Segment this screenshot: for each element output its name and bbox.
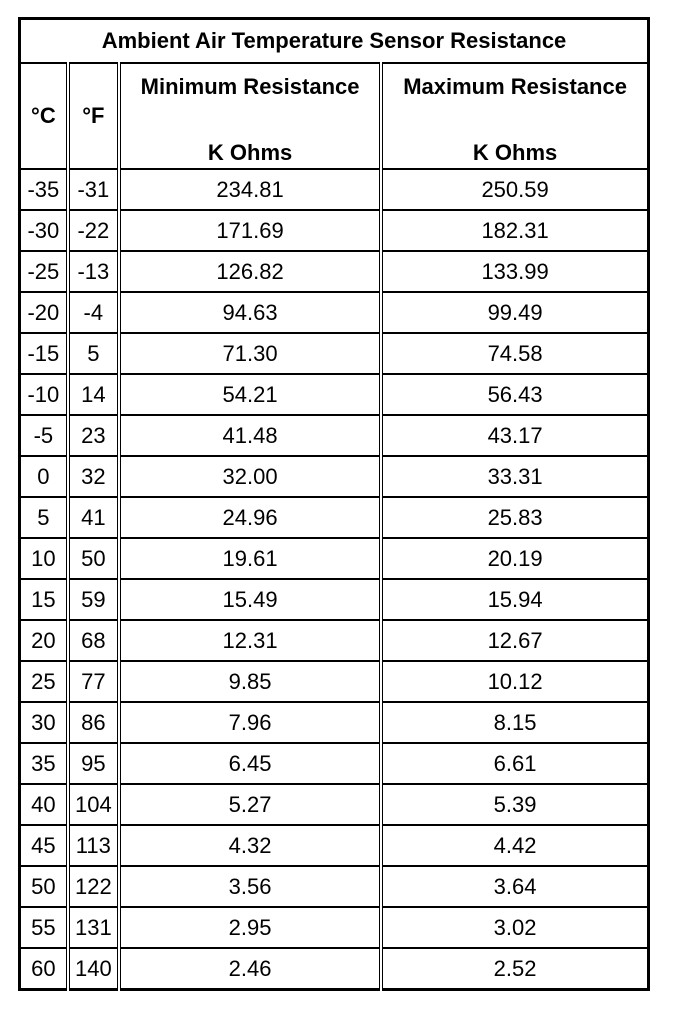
min-resistance-cell: 234.81 <box>119 169 381 210</box>
min-resistance-unit: K Ohms <box>207 140 293 165</box>
min-resistance-cell: 126.82 <box>119 251 381 292</box>
min-resistance-cell: 171.69 <box>119 210 381 251</box>
table-row <box>20 292 649 333</box>
fahrenheit-cell: 86 <box>68 702 119 743</box>
min-resistance-cell: 41.48 <box>119 415 381 456</box>
fahrenheit-header: °F <box>68 63 119 169</box>
table-row <box>20 169 649 210</box>
celsius-cell: 60 <box>20 948 68 990</box>
min-resistance-cell: 6.45 <box>119 743 381 784</box>
fahrenheit-cell: -31 <box>68 169 119 210</box>
max-resistance-cell: 2.52 <box>381 948 648 990</box>
table-row <box>20 907 649 948</box>
min-resistance-header <box>119 63 381 169</box>
max-resistance-header <box>381 63 648 169</box>
celsius-cell: 0 <box>20 456 68 497</box>
celsius-cell: -20 <box>20 292 68 333</box>
celsius-cell: -30 <box>20 210 68 251</box>
fahrenheit-cell: 50 <box>68 538 119 579</box>
celsius-cell: 5 <box>20 497 68 538</box>
celsius-cell: -35 <box>20 169 68 210</box>
fahrenheit-cell: -4 <box>68 292 119 333</box>
fahrenheit-cell: 140 <box>68 948 119 990</box>
max-resistance-cell: 3.64 <box>381 866 648 907</box>
celsius-cell: 40 <box>20 784 68 825</box>
celsius-cell: 15 <box>20 579 68 620</box>
max-resistance-cell: 5.39 <box>381 784 648 825</box>
fahrenheit-cell: 131 <box>68 907 119 948</box>
celsius-cell: -15 <box>20 333 68 374</box>
table-row <box>20 415 649 456</box>
fahrenheit-cell: 32 <box>68 456 119 497</box>
max-resistance-cell: 43.17 <box>381 415 648 456</box>
min-resistance-cell: 19.61 <box>119 538 381 579</box>
min-resistance-cell: 94.63 <box>119 292 381 333</box>
table-row <box>20 702 649 743</box>
header-row <box>20 63 649 169</box>
min-resistance-cell: 2.95 <box>119 907 381 948</box>
max-resistance-cell: 133.99 <box>381 251 648 292</box>
fahrenheit-cell: 95 <box>68 743 119 784</box>
table-row <box>20 210 649 251</box>
celsius-cell: -25 <box>20 251 68 292</box>
table-row <box>20 620 649 661</box>
min-resistance-cell: 4.32 <box>119 825 381 866</box>
min-resistance-cell: 12.31 <box>119 620 381 661</box>
table-row <box>20 456 649 497</box>
table-row <box>20 784 649 825</box>
fahrenheit-cell: 122 <box>68 866 119 907</box>
min-resistance-cell: 3.56 <box>119 866 381 907</box>
table-row <box>20 333 649 374</box>
celsius-cell: 45 <box>20 825 68 866</box>
min-resistance-label: Minimum Resistance <box>140 74 360 99</box>
min-resistance-cell: 15.49 <box>119 579 381 620</box>
resistance-table <box>18 17 650 991</box>
celsius-cell: 30 <box>20 702 68 743</box>
celsius-cell: 55 <box>20 907 68 948</box>
max-resistance-cell: 8.15 <box>381 702 648 743</box>
celsius-header: °C <box>20 63 68 169</box>
table-row <box>20 251 649 292</box>
min-resistance-cell: 9.85 <box>119 661 381 702</box>
max-resistance-cell: 10.12 <box>381 661 648 702</box>
celsius-cell: 50 <box>20 866 68 907</box>
max-resistance-unit: K Ohms <box>472 140 558 165</box>
min-resistance-cell: 71.30 <box>119 333 381 374</box>
table-row <box>20 497 649 538</box>
title-row <box>20 19 649 64</box>
max-resistance-cell: 15.94 <box>381 579 648 620</box>
table-row <box>20 579 649 620</box>
max-resistance-cell: 25.83 <box>381 497 648 538</box>
max-resistance-cell: 74.58 <box>381 333 648 374</box>
table-title: Ambient Air Temperature Sensor Resistance <box>20 19 649 64</box>
min-resistance-cell: 24.96 <box>119 497 381 538</box>
max-resistance-cell: 20.19 <box>381 538 648 579</box>
fahrenheit-cell: 77 <box>68 661 119 702</box>
min-resistance-cell: 32.00 <box>119 456 381 497</box>
max-resistance-cell: 56.43 <box>381 374 648 415</box>
celsius-cell: 35 <box>20 743 68 784</box>
max-resistance-cell: 250.59 <box>381 169 648 210</box>
table-row <box>20 374 649 415</box>
fahrenheit-cell: 23 <box>68 415 119 456</box>
fahrenheit-cell: 14 <box>68 374 119 415</box>
celsius-cell: -10 <box>20 374 68 415</box>
fahrenheit-cell: -22 <box>68 210 119 251</box>
min-resistance-cell: 7.96 <box>119 702 381 743</box>
table-body <box>20 169 649 990</box>
table-row <box>20 866 649 907</box>
max-resistance-cell: 4.42 <box>381 825 648 866</box>
celsius-cell: 20 <box>20 620 68 661</box>
fahrenheit-cell: 113 <box>68 825 119 866</box>
table-row <box>20 825 649 866</box>
fahrenheit-cell: 68 <box>68 620 119 661</box>
max-resistance-cell: 99.49 <box>381 292 648 333</box>
fahrenheit-cell: 41 <box>68 497 119 538</box>
celsius-cell: 25 <box>20 661 68 702</box>
fahrenheit-cell: -13 <box>68 251 119 292</box>
min-resistance-cell: 2.46 <box>119 948 381 990</box>
max-resistance-label: Maximum Resistance <box>403 74 627 99</box>
max-resistance-cell: 33.31 <box>381 456 648 497</box>
celsius-cell: -5 <box>20 415 68 456</box>
table-row <box>20 661 649 702</box>
max-resistance-cell: 3.02 <box>381 907 648 948</box>
table-row <box>20 538 649 579</box>
celsius-cell: 10 <box>20 538 68 579</box>
max-resistance-cell: 12.67 <box>381 620 648 661</box>
min-resistance-cell: 5.27 <box>119 784 381 825</box>
max-resistance-cell: 182.31 <box>381 210 648 251</box>
fahrenheit-cell: 59 <box>68 579 119 620</box>
table-row <box>20 743 649 784</box>
table-row <box>20 948 649 990</box>
max-resistance-cell: 6.61 <box>381 743 648 784</box>
min-resistance-cell: 54.21 <box>119 374 381 415</box>
fahrenheit-cell: 5 <box>68 333 119 374</box>
fahrenheit-cell: 104 <box>68 784 119 825</box>
